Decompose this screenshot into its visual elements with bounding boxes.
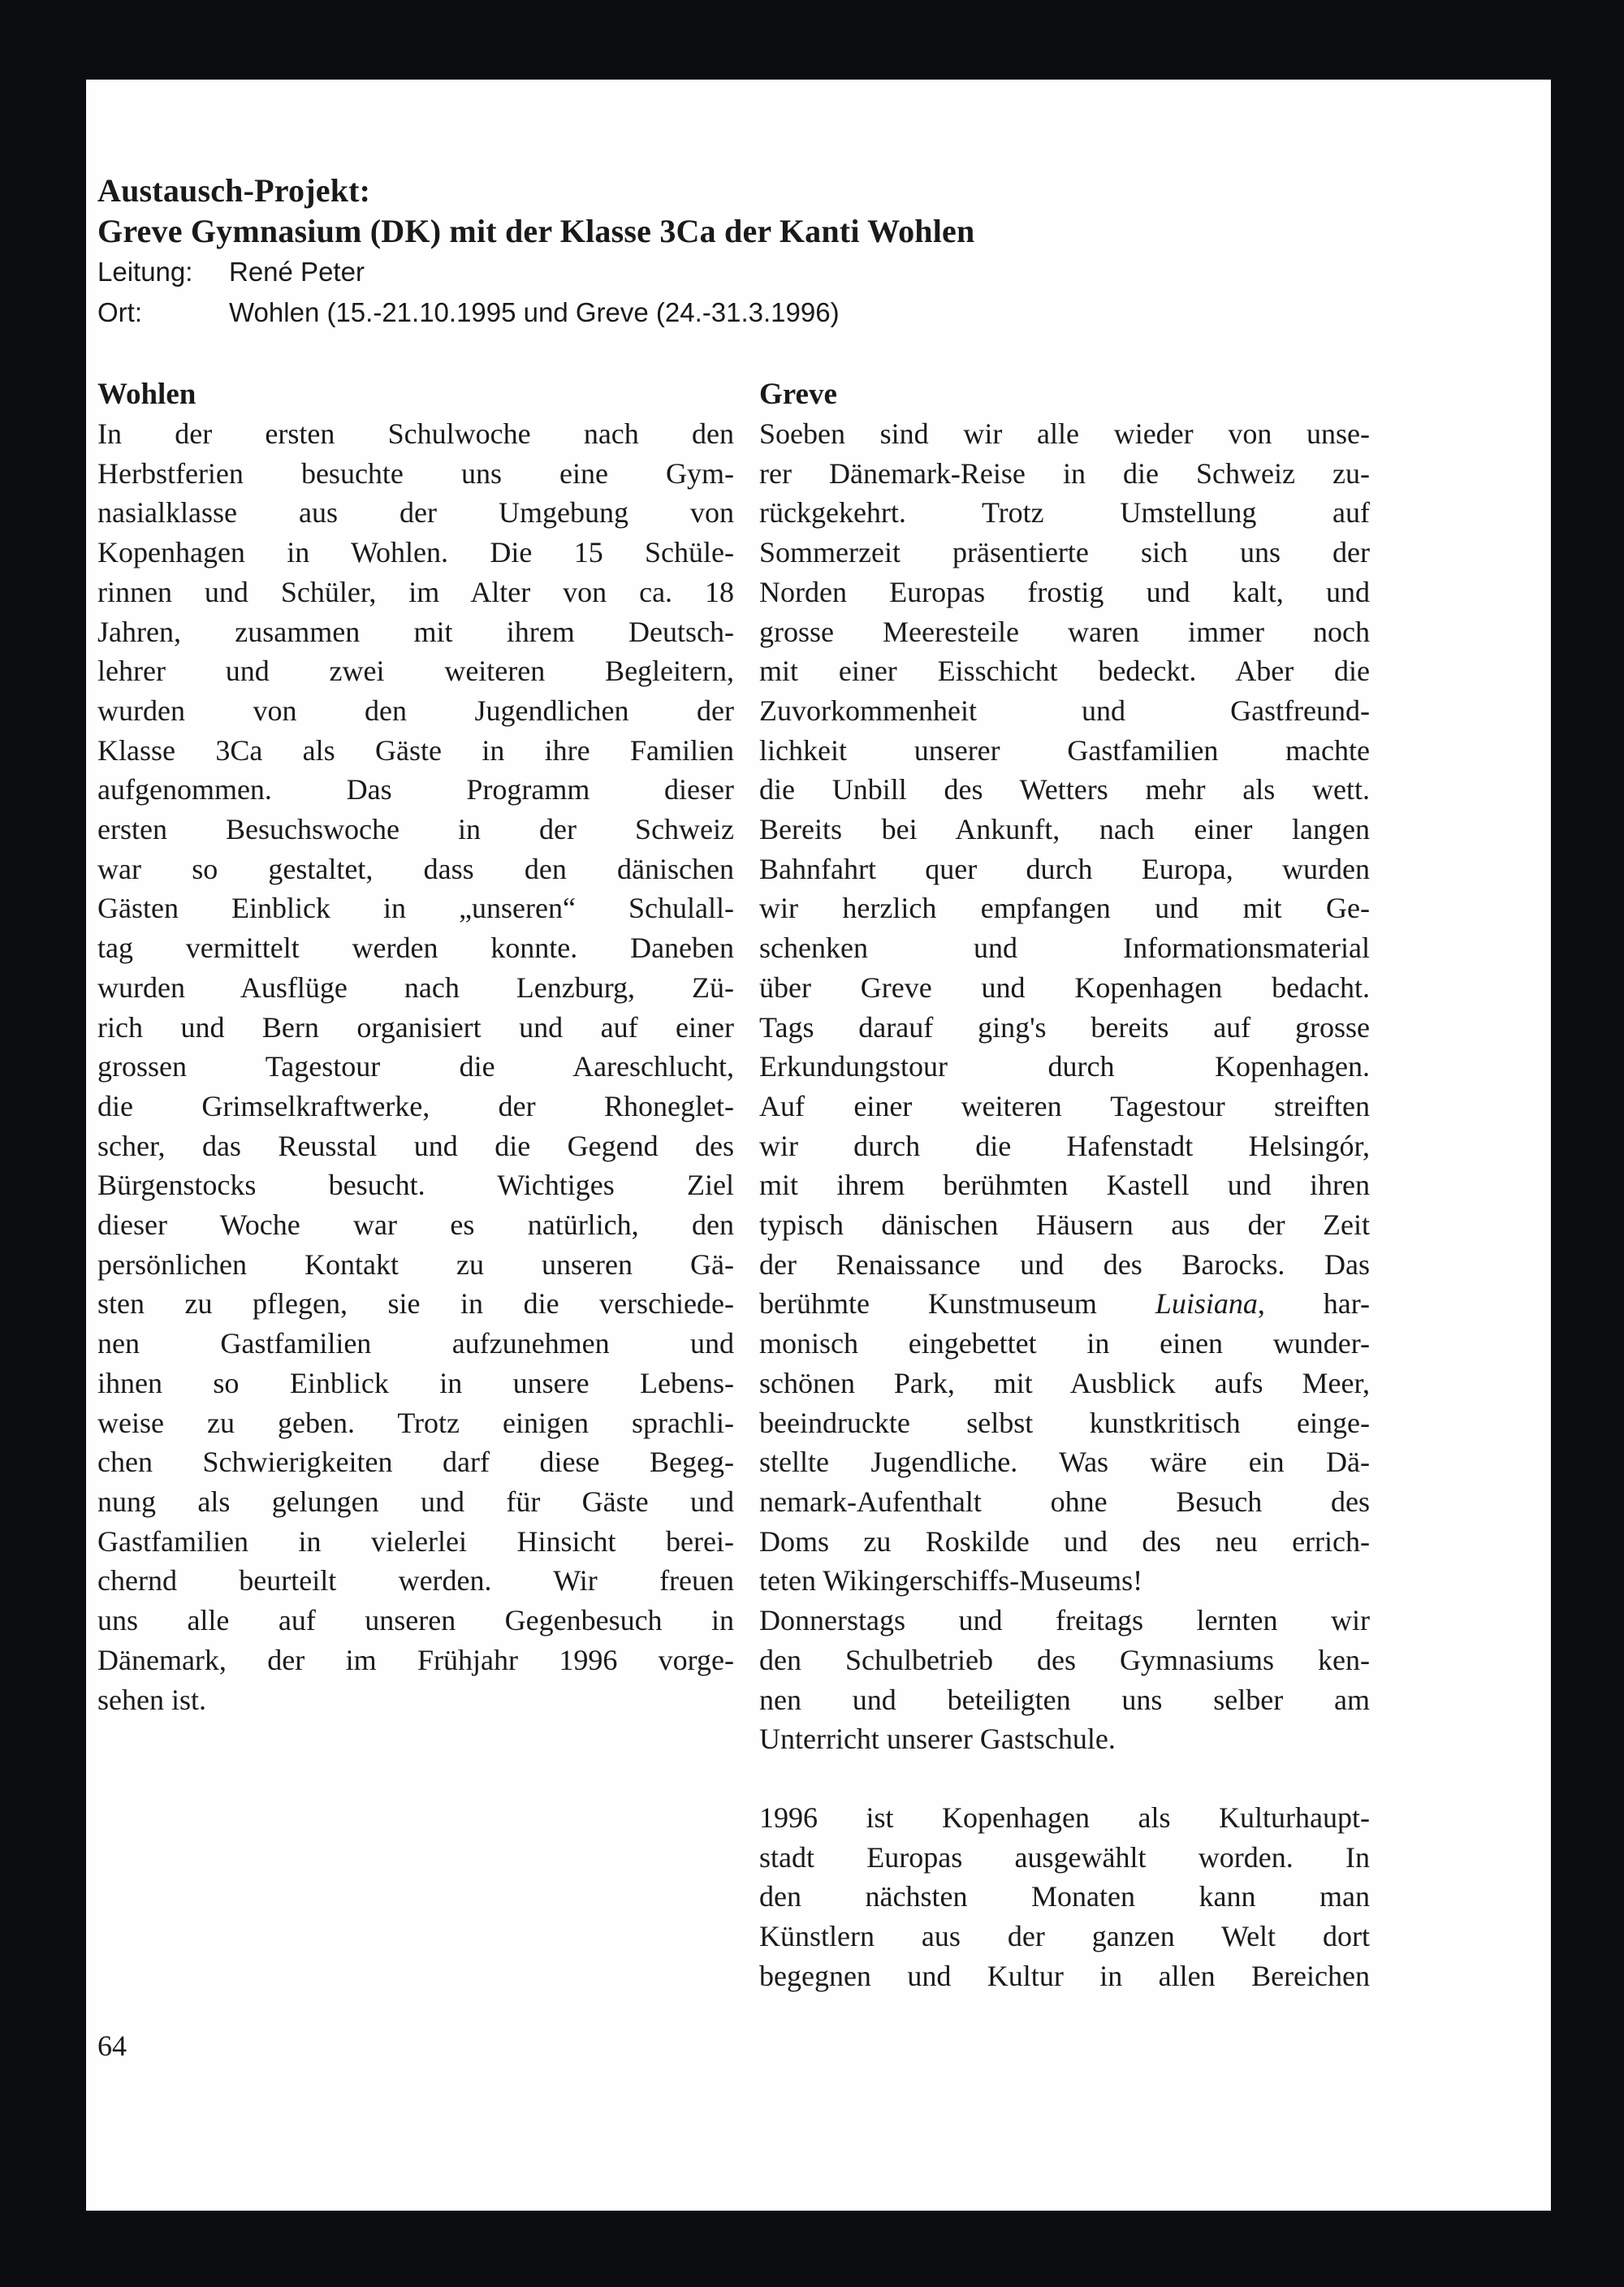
text-line: Donnerstags und freitags lernten wir bbox=[759, 1604, 1370, 1637]
text-line: wurden von den Jugendlichen der bbox=[97, 694, 734, 727]
text-line: scher, das Reusstal und die Gegend des bbox=[97, 1129, 734, 1162]
text-line: grosse Meeresteile waren immer noch bbox=[759, 615, 1370, 648]
meta-value: René Peter bbox=[229, 257, 365, 287]
text-line: nung als gelungen und für Gäste und bbox=[97, 1485, 734, 1518]
text-line: uns alle auf unseren Gegenbesuch in bbox=[97, 1604, 734, 1637]
text-line: mit ihrem berühmten Kastell und ihren bbox=[759, 1169, 1370, 1202]
text-line: lichkeit unserer Gastfamilien machte bbox=[759, 733, 1370, 767]
text-line: nasialklasse aus der Umgebung von bbox=[97, 496, 734, 530]
text-line: den nächsten Monaten kann man bbox=[759, 1880, 1370, 1913]
text-line: Erkundungstour durch Kopenhagen. bbox=[759, 1050, 1370, 1083]
section-heading-wohlen: Wohlen bbox=[97, 378, 197, 411]
text-line: Künstlern aus der ganzen Welt dort bbox=[759, 1920, 1370, 1953]
text-line: Doms zu Roskilde und des neu errich- bbox=[759, 1524, 1370, 1558]
text-line: Bürgenstocks besucht. Wichtiges Ziel bbox=[97, 1169, 734, 1202]
text-line: wir durch die Hafenstadt Helsingór, bbox=[759, 1129, 1370, 1162]
text-line: den Schulbetrieb des Gymnasiums ken- bbox=[759, 1643, 1370, 1676]
text-line: stellte Jugendliche. Was wäre ein Dä- bbox=[759, 1446, 1370, 1479]
text-line: wir herzlich empfangen und mit Ge- bbox=[759, 892, 1370, 925]
meta-value: Wohlen (15.-21.10.1995 und Greve (24.-31.3.1996) bbox=[229, 297, 840, 327]
text-line: Tags darauf ging's bereits auf grosse bbox=[759, 1010, 1370, 1044]
text-line: Sommerzeit präsentierte sich uns der bbox=[759, 536, 1370, 569]
text-line: In der ersten Schulwoche nach den bbox=[97, 417, 734, 450]
text-line: aufgenommen. Das Programm dieser bbox=[97, 773, 734, 806]
text-line: beeindruckte selbst kunstkritisch einge- bbox=[759, 1406, 1370, 1439]
text-line: Klasse 3Ca als Gäste in ihre Familien bbox=[97, 733, 734, 767]
text-line: Herbstferien besuchte uns eine Gym- bbox=[97, 456, 734, 490]
article-kicker: Austausch-Projekt: bbox=[97, 172, 371, 209]
text-line: teten Wikingerschiffs-Museums! bbox=[759, 1564, 1143, 1597]
text-line: monisch eingebettet in einen wunder- bbox=[759, 1327, 1370, 1360]
text-line: dieser Woche war es natürlich, den bbox=[97, 1208, 734, 1242]
text-line: Zuvorkommenheit und Gastfreund- bbox=[759, 694, 1370, 727]
text-line: nemark-Aufenthalt ohne Besuch des bbox=[759, 1485, 1370, 1518]
text-line: die Unbill des Wetters mehr als wett. bbox=[759, 773, 1370, 806]
column-wohlen bbox=[97, 375, 734, 1719]
text-line: wurden Ausflüge nach Lenzburg, Zü- bbox=[97, 971, 734, 1004]
text-line: Jahren, zusammen mit ihrem Deutsch- bbox=[97, 615, 734, 648]
paragraph-wohlen bbox=[97, 414, 734, 1719]
text-line: stadt Europas ausgewählt worden. In bbox=[759, 1840, 1370, 1874]
text-line: Auf einer weiteren Tagestour streiften bbox=[759, 1089, 1370, 1122]
text-line: weise zu geben. Trotz einigen sprachli- bbox=[97, 1406, 734, 1439]
text-line: mit einer Eisschicht bedeckt. Aber die bbox=[759, 655, 1370, 688]
text-line: nen Gastfamilien aufzunehmen und bbox=[97, 1327, 734, 1360]
text-line: war so gestaltet, dass den dänischen bbox=[97, 852, 734, 885]
meta-ort bbox=[97, 292, 1315, 333]
text-line: schönen Park, mit Ausblick aufs Meer, bbox=[759, 1366, 1370, 1399]
text-line: rückgekehrt. Trotz Umstellung auf bbox=[759, 496, 1370, 530]
article-title: Greve Gymnasium (DK) mit der Klasse 3Ca der Kanti Wohlen bbox=[97, 213, 975, 249]
meta-leitung bbox=[97, 252, 1315, 292]
text-line: der Renaissance und des Barocks. Das bbox=[759, 1247, 1370, 1281]
text-line: Bahnfahrt quer durch Europa, wurden bbox=[759, 852, 1370, 885]
text-line: über Greve und Kopenhagen bedacht. bbox=[759, 971, 1370, 1004]
text-line-luisiana bbox=[759, 1284, 1370, 1324]
text-line: chernd beurteilt werden. Wir freuen bbox=[97, 1564, 734, 1597]
text-line: die Grimselkraftwerke, der Rhoneglet- bbox=[97, 1089, 734, 1122]
text-line: Soeben sind wir alle wieder von unse- bbox=[759, 417, 1370, 450]
text-line: Dänemark, der im Frühjahr 1996 vorge- bbox=[97, 1643, 734, 1676]
text-line: rinnen und Schüler, im Alter von ca. 18 bbox=[97, 575, 734, 608]
text-line: rer Dänemark-Reise in die Schweiz zu- bbox=[759, 456, 1370, 490]
text-line: begegnen und Kultur in allen Bereichen bbox=[759, 1959, 1370, 1992]
text-line: sehen ist. bbox=[97, 1683, 206, 1716]
text-line: Unterricht unserer Gastschule. bbox=[759, 1723, 1116, 1756]
section-heading-greve: Greve bbox=[759, 378, 837, 411]
text-line: tag vermittelt werden konnte. Daneben bbox=[97, 932, 734, 965]
paragraph-greve-2 bbox=[759, 1601, 1370, 1759]
text-line: rich und Bern organisiert und auf einer bbox=[97, 1010, 734, 1044]
paragraph-greve-3 bbox=[759, 1798, 1370, 1996]
text-line: Gastfamilien in vielerlei Hinsicht berei- bbox=[97, 1524, 734, 1558]
paragraph-greve-1 bbox=[759, 414, 1370, 1601]
text-line: Bereits bei Ankunft, nach einer langen bbox=[759, 813, 1370, 846]
text-fragment: , har- bbox=[1257, 1287, 1370, 1321]
text-line: chen Schwierigkeiten darf diese Begeg- bbox=[97, 1446, 734, 1479]
text-line: nen und beteiligten uns selber am bbox=[759, 1683, 1370, 1716]
text-line: persönlichen Kontakt zu unseren Gä- bbox=[97, 1247, 734, 1281]
text-line: grossen Tagestour die Aareschlucht, bbox=[97, 1050, 734, 1083]
meta-key: Ort: bbox=[97, 297, 142, 327]
text-line: Kopenhagen in Wohlen. Die 15 Schüle- bbox=[97, 536, 734, 569]
text-line: Norden Europas frostig und kalt, und bbox=[759, 575, 1370, 608]
text-line: 1996 ist Kopenhagen als Kulturhaupt- bbox=[759, 1801, 1370, 1834]
meta-key: Leitung: bbox=[97, 257, 193, 287]
text-line: typisch dänischen Häusern aus der Zeit bbox=[759, 1208, 1370, 1242]
text-line: ihnen so Einblick in unsere Lebens- bbox=[97, 1366, 734, 1399]
text-fragment: berühmte Kunstmuseum bbox=[759, 1287, 1155, 1321]
paragraph-gap bbox=[759, 1759, 1370, 1798]
museum-name-italic: Luisiana bbox=[1155, 1287, 1258, 1321]
column-greve bbox=[759, 375, 1370, 1995]
text-line: lehrer und zwei weiteren Begleitern, bbox=[97, 655, 734, 688]
text-line: sten zu pflegen, sie in die verschiede- bbox=[97, 1287, 734, 1321]
text-line: ersten Besuchswoche in der Schweiz bbox=[97, 813, 734, 846]
text-line: schenken und Informationsmaterial bbox=[759, 932, 1370, 965]
article-header bbox=[97, 171, 1315, 333]
page-number: 64 bbox=[97, 2030, 127, 2062]
text-line: Gästen Einblick in „unseren“ Schulall- bbox=[97, 892, 734, 925]
